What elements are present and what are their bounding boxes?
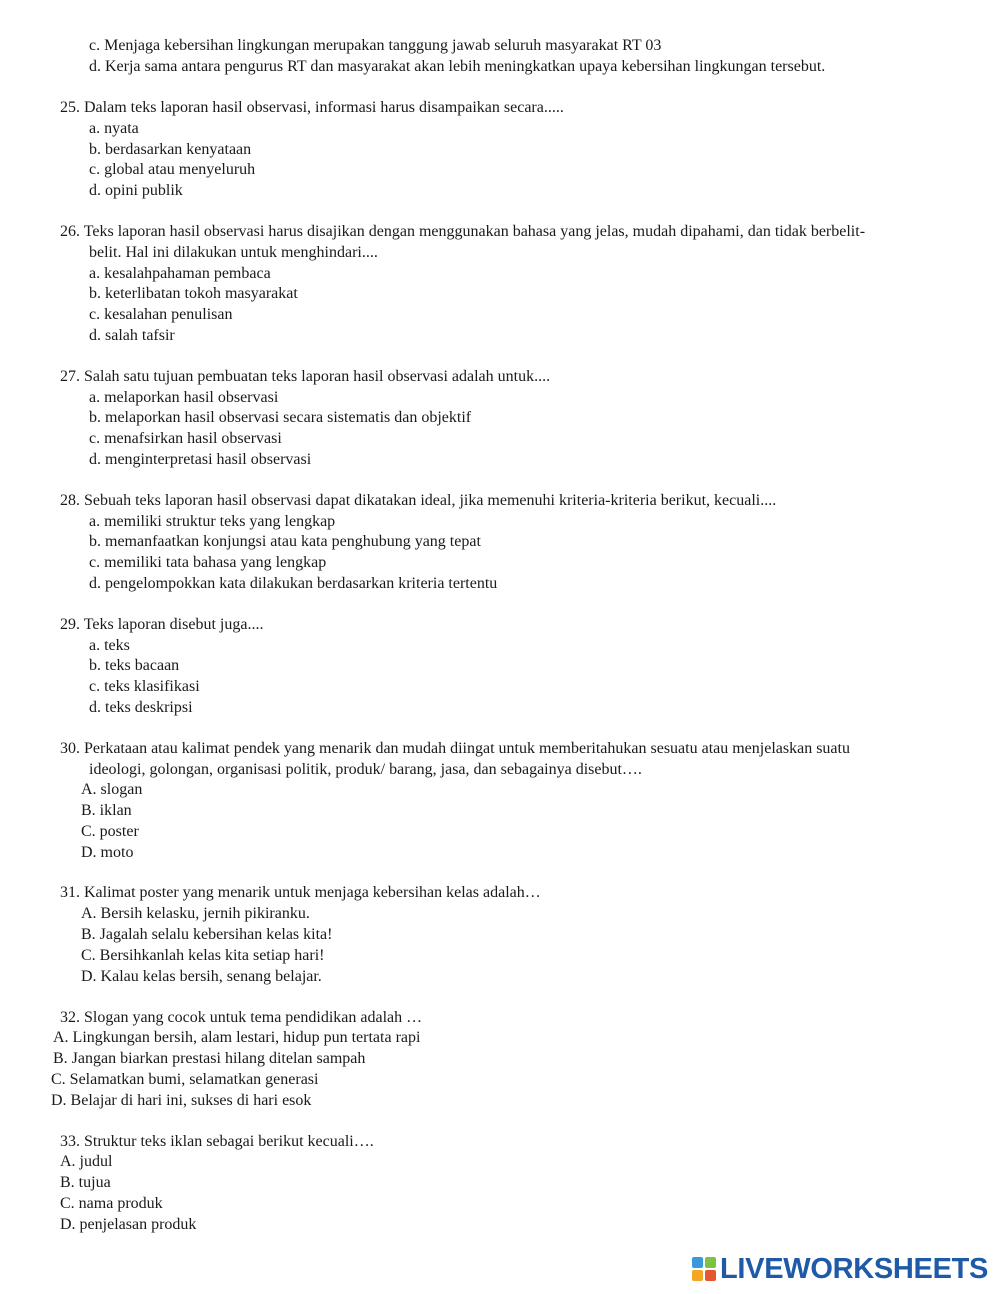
option-line: B. iklan <box>81 802 132 819</box>
text-line: c. Menjaga kebersihan lingkungan merupakan tanggung jawab seluruh masyarakat RT 03 <box>89 37 662 54</box>
question-26: 26. Teks laporan hasil observasi harus disajikan dengan menggunakan bahasa yang jelas, mudah dipahami, dan tidak berbelit- <box>60 223 866 240</box>
text-line: d. Kerja sama antara pengurus RT dan masyarakat akan lebih meningkatkan upaya kebersihan lingkungan tersebut. <box>89 58 826 75</box>
option-line: D. moto <box>81 844 134 861</box>
logo-square <box>692 1270 703 1281</box>
question-30: 30. Perkataan atau kalimat pendek yang menarik dan mudah diingat untuk memberitahukan sesuatu atau menjelaskan suatu <box>60 740 850 757</box>
option-line: c. memiliki tata bahasa yang lengkap <box>89 554 327 571</box>
liveworksheets-wordmark: LIVEWORKSHEETS <box>720 1253 989 1285</box>
option-line: b. memanfaatkan konjungsi atau kata penghubung yang tepat <box>89 533 481 550</box>
option-line: C. Selamatkan bumi, selamatkan generasi <box>51 1071 319 1088</box>
option-line: c. global atau menyeluruh <box>89 161 256 178</box>
option-line: A. judul <box>60 1153 113 1170</box>
option-line: d. opini publik <box>89 182 183 199</box>
question-33: 33. Struktur teks iklan sebagai berikut kecuali…. <box>60 1133 374 1150</box>
option-line: a. memiliki struktur teks yang lengkap <box>89 513 336 530</box>
option-line: C. nama produk <box>60 1195 163 1212</box>
logo-square <box>705 1257 716 1268</box>
option-line: D. Kalau kelas bersih, senang belajar. <box>81 968 322 985</box>
liveworksheets-logo-icon <box>692 1257 716 1281</box>
logo-square <box>705 1270 716 1281</box>
option-line: a. teks <box>89 637 130 654</box>
option-line: C. Bersihkanlah kelas kita setiap hari! <box>81 947 325 964</box>
option-line: b. melaporkan hasil observasi secara sistematis dan objektif <box>89 409 472 426</box>
question-31: 31. Kalimat poster yang menarik untuk menjaga kebersihan kelas adalah… <box>60 884 541 901</box>
option-line: D. Belajar di hari ini, sukses di hari esok <box>51 1092 312 1109</box>
option-line: d. teks deskripsi <box>89 699 193 716</box>
option-line: d. pengelompokkan kata dilakukan berdasarkan kriteria tertentu <box>89 575 498 592</box>
option-line: b. teks bacaan <box>89 657 180 674</box>
question-32: 32. Slogan yang cocok untuk tema pendidikan adalah … <box>60 1009 423 1026</box>
option-line: B. Jagalah selalu kebersihan kelas kita! <box>81 926 333 943</box>
option-line: B. Jangan biarkan prestasi hilang ditelan sampah <box>53 1050 366 1067</box>
liveworksheets-logo[interactable] <box>692 1255 988 1283</box>
question-27: 27. Salah satu tujuan pembuatan teks laporan hasil observasi adalah untuk.... <box>60 368 551 385</box>
option-line: B. tujua <box>60 1174 111 1191</box>
question-28: 28. Sebuah teks laporan hasil observasi dapat dikatakan ideal, jika memenuhi kriteria-kriteria berikut, kecuali.... <box>60 492 777 509</box>
option-line: b. keterlibatan tokoh masyarakat <box>89 285 298 302</box>
question-29: 29. Teks laporan disebut juga.... <box>60 616 264 633</box>
option-line: d. menginterpretasi hasil observasi <box>89 451 312 468</box>
option-line: a. kesalahpahaman pembaca <box>89 265 271 282</box>
question-26-continued: belit. Hal ini dilakukan untuk menghindari.... <box>89 244 378 261</box>
option-line: c. teks klasifikasi <box>89 678 200 695</box>
option-line: d. salah tafsir <box>89 327 175 344</box>
option-line: c. kesalahan penulisan <box>89 306 233 323</box>
option-line: D. penjelasan produk <box>60 1216 197 1233</box>
option-line: b. berdasarkan kenyataan <box>89 141 252 158</box>
option-line: C. poster <box>81 823 139 840</box>
option-line: A. Lingkungan bersih, alam lestari, hidup pun tertata rapi <box>53 1029 421 1046</box>
option-line: A. Bersih kelasku, jernih pikiranku. <box>81 905 310 922</box>
logo-square <box>692 1257 703 1268</box>
question-25: 25. Dalam teks laporan hasil observasi, informasi harus disampaikan secara..... <box>60 99 564 116</box>
question-30-continued: ideologi, golongan, organisasi politik, produk/ barang, jasa, dan sebagainya disebut…. <box>89 761 642 778</box>
option-line: A. slogan <box>81 781 143 798</box>
option-line: c. menafsirkan hasil observasi <box>89 430 282 447</box>
option-line: a. melaporkan hasil observasi <box>89 389 279 406</box>
option-line: a. nyata <box>89 120 139 137</box>
